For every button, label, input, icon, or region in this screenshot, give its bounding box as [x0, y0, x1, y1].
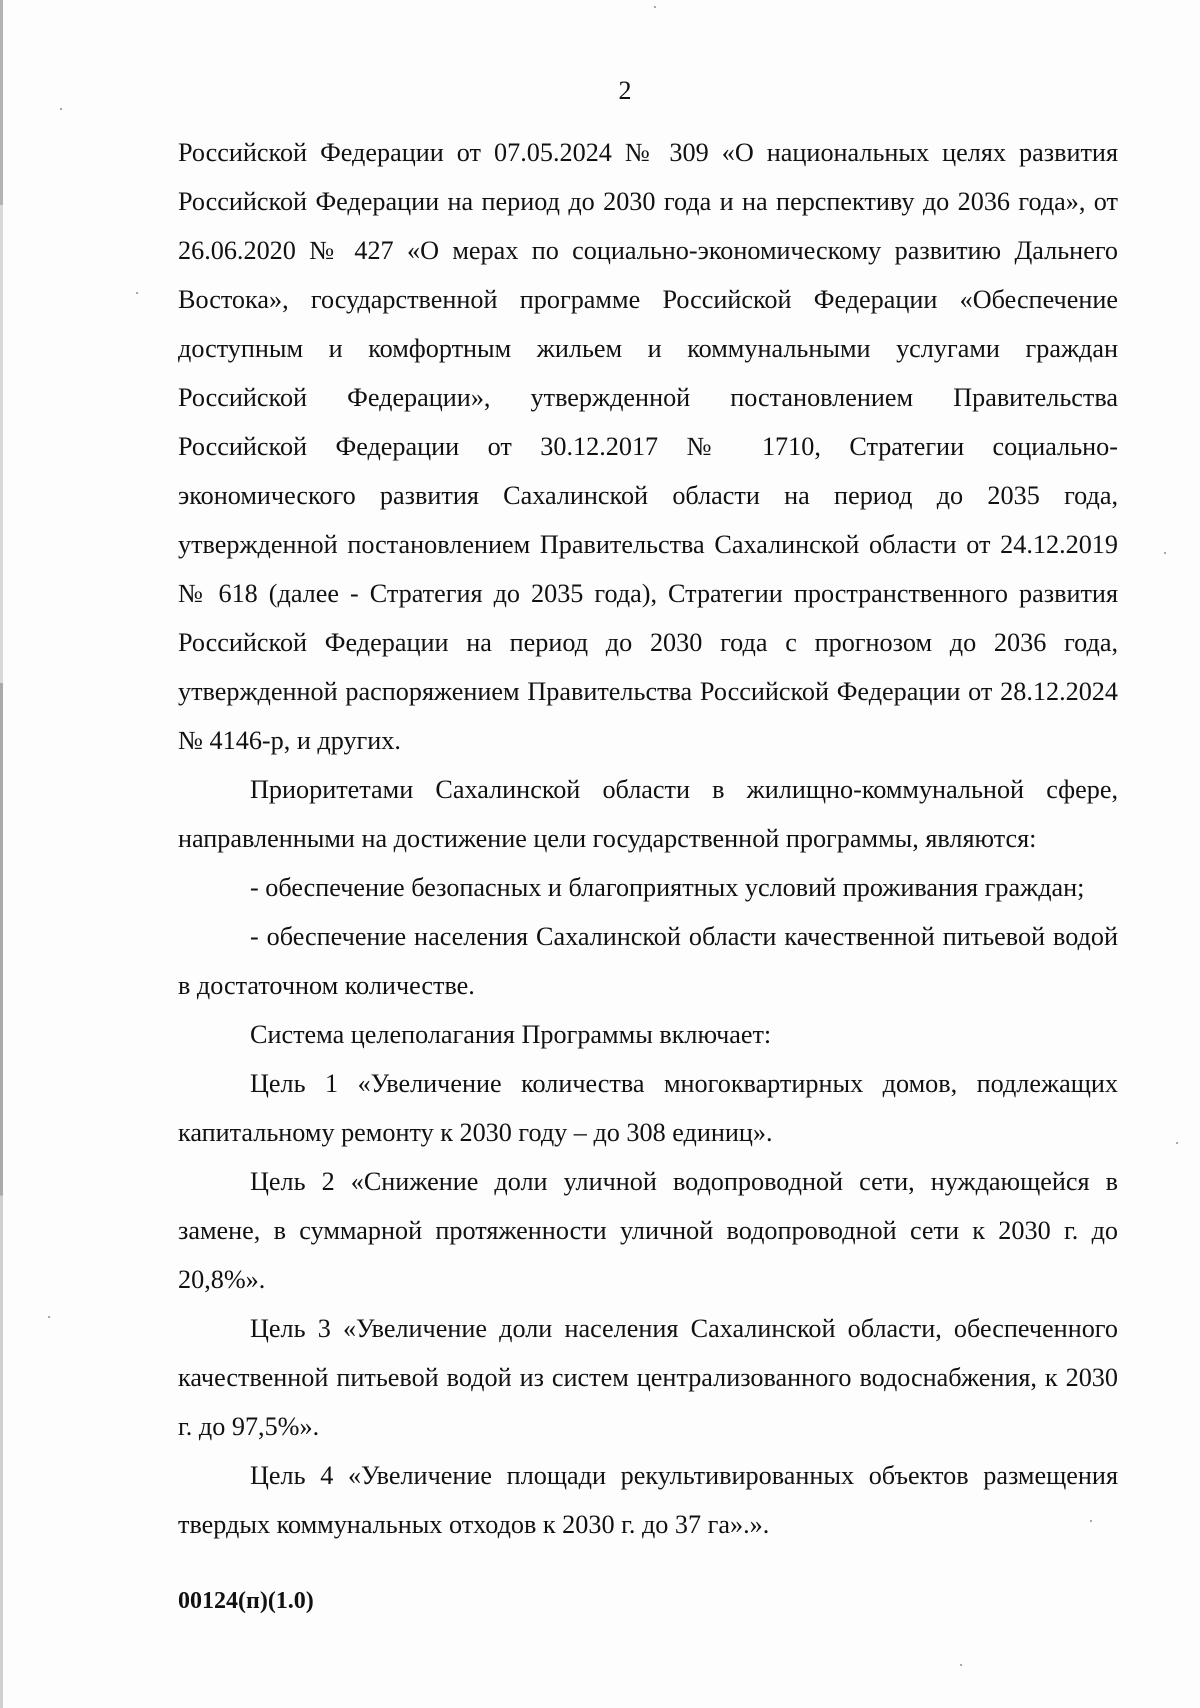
goal-2: Цель 2 «Снижение доли уличной водопроводной сети, нуждающейся в замене, в суммарной протяженности уличной водопроводной сети к 2030 г. до 20,8%».: [178, 1167, 1118, 1294]
scan-speck: [960, 1664, 962, 1666]
scan-speck: [48, 1316, 50, 1318]
page-number: 2: [618, 76, 632, 105]
document-code: 00124(п)(1.0): [178, 1588, 314, 1614]
list-item-safety: - обеспечение безопасных и благоприятных условий проживания граждан;: [250, 873, 1085, 902]
scan-speck: [1090, 1520, 1092, 1522]
paragraph-priorities: Приоритетами Сахалинской области в жилищно-коммунальной сфере, направленными на достижение цели государственной программы, являются:: [178, 775, 1118, 853]
paragraph-references: Российской Федерации от 07.05.2024 № 309 «О национальных целях развития Российской Федерации на период до 2030 года и на перспективу до 2036 года», от 26.06.2020 № 427 «О мерах по социально-экономическому развитию Дальнего Востока», государственной программе Российской Федерации «Обеспечение доступным и комфортным жильем и коммунальными услугами граждан Российской Федерации», утвержденной постановлением Правительства Российской Федерации от 30.12.2017 № 1710, Стратегии социально-экономического развития Сахалинской области на период до 2035 года, утвержденной постановлением Правительства Сахалинской области от 24.12.2019 № 618 (далее - Стратегия до 2035 года), Стратегии пространственного развития Российской Федерации на период до 2030 года с прогнозом до 2036 года, утвержденной распоряжением Правительства Российской Федерации от 28.12.2024 № 4146-р, и других.: [178, 138, 1118, 755]
list-item-water: - обеспечение населения Сахалинской области качественной питьевой водой в достаточном количестве.: [178, 922, 1118, 1000]
scan-speck: [654, 6, 656, 8]
scan-speck: [1164, 552, 1166, 554]
paragraph-goals-intro: Система целеполагания Программы включает:: [250, 1020, 772, 1049]
scan-speck: [136, 292, 138, 294]
scan-speck: [1176, 1142, 1178, 1144]
goal-1: Цель 1 «Увеличение количества многоквартирных домов, подлежащих капитальному ремонту к 2030 году – до 308 единиц».: [178, 1069, 1118, 1147]
goal-4: Цель 4 «Увеличение площади рекультивированных объектов размещения твердых коммунальных отходов к 2030 г. до 37 га».».: [178, 1461, 1118, 1539]
document-body: [178, 128, 1118, 1549]
goal-3: Цель 3 «Увеличение доли населения Сахалинской области, обеспеченного качественной питьевой водой из систем централизованного водоснабжения, к 2030 г. до 97,5%».: [178, 1314, 1118, 1441]
scan-edge: [0, 0, 3, 1708]
scan-speck: [60, 108, 62, 110]
